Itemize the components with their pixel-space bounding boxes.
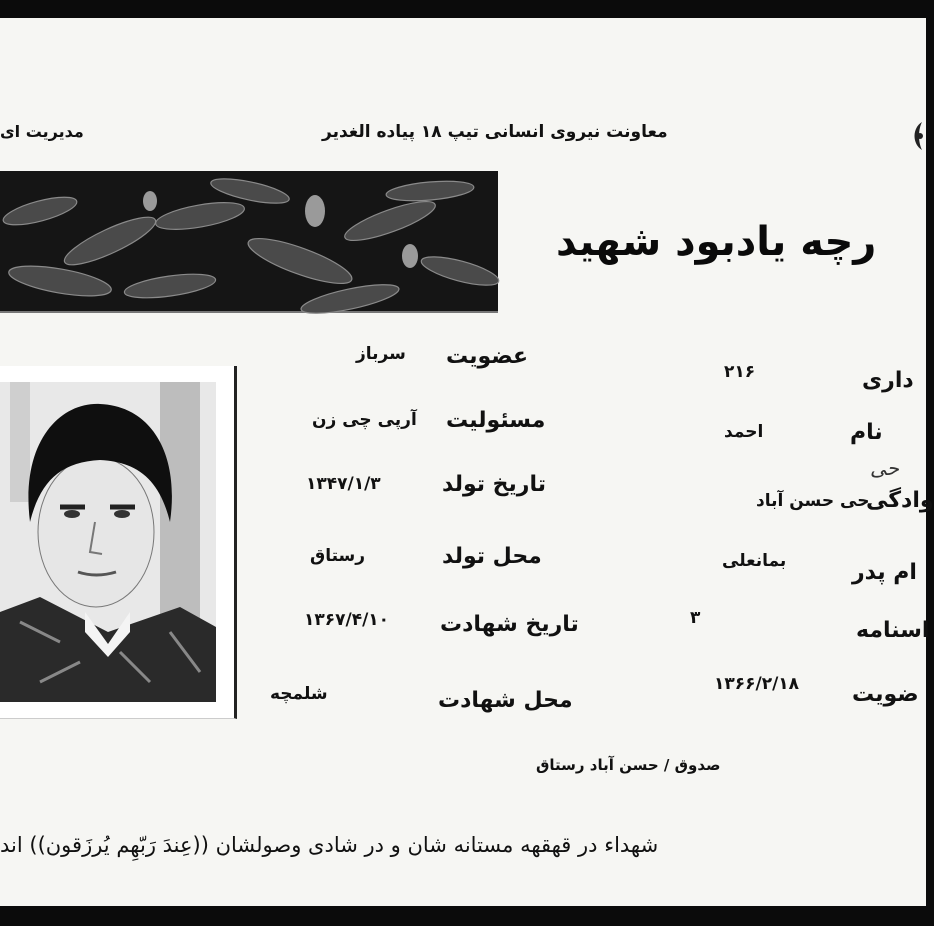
field-value-membership-date: ۱۳۶۶/۲/۱۸ [714,674,800,694]
tulip-banner-image [0,171,498,313]
quote-text: شهداء در قهقهه مستانه شان و در شادی وصولشان ((عِندَ رَبّهِم یُرزَقون)) اند [0,833,659,857]
field-label-martyrdom-date: تاریخ شهادت [440,612,579,637]
field-label-membership-date: ضویت [852,682,919,707]
field-value-membership: سرباز [356,344,406,364]
field-value-martyrdom-place: شلمچه [270,684,328,704]
field-label-record-number: داری [862,368,914,393]
field-label-birth-date: تاریخ تولد [442,472,546,497]
memorial-card [0,18,934,906]
address-line: صدوق / حسن آباد رستاق [536,756,721,774]
field-label-membership: عضویت [446,344,529,369]
field-value-first-name: احمد [724,422,764,442]
quote-line [0,833,870,857]
field-value-last-name: حی حسن آباد [756,491,870,511]
field-label-last-name: وادگی [866,488,934,513]
field-label-id-number: اسنامه [856,618,930,643]
field-value-record-number: ۲۱۶ [724,362,756,382]
organization-title: معاونت نیروی انسانی تیپ ۱۸ پیاده الغدیر [322,122,668,142]
field-value-birth-place: رستاق [310,546,366,566]
header-cut-text: مدیریت ای [0,122,84,141]
field-label-martyrdom-place: محل شهادت [438,688,573,713]
field-value-martyrdom-date: ۱۳۶۷/۴/۱۰ [304,610,390,630]
field-value-responsibility: آرپی چی زن [312,410,417,430]
field-value-id-number: ۳ [690,608,701,628]
card-title: رچه یادبود شهید [556,219,877,265]
field-label-birth-place: محل تولد [442,544,542,569]
field-label-first-name: نام [850,420,883,445]
field-label-father-name: ام پدر [852,560,917,585]
field-value-birth-date: ۱۳۴۷/۱/۳ [306,474,381,494]
field-label-responsibility: مسئولیت [446,408,546,433]
emblem-icon [908,118,926,154]
field-value-father-name: بمانعلی [722,551,787,571]
martyr-portrait [0,366,237,719]
handwritten-note: حی [870,456,900,480]
